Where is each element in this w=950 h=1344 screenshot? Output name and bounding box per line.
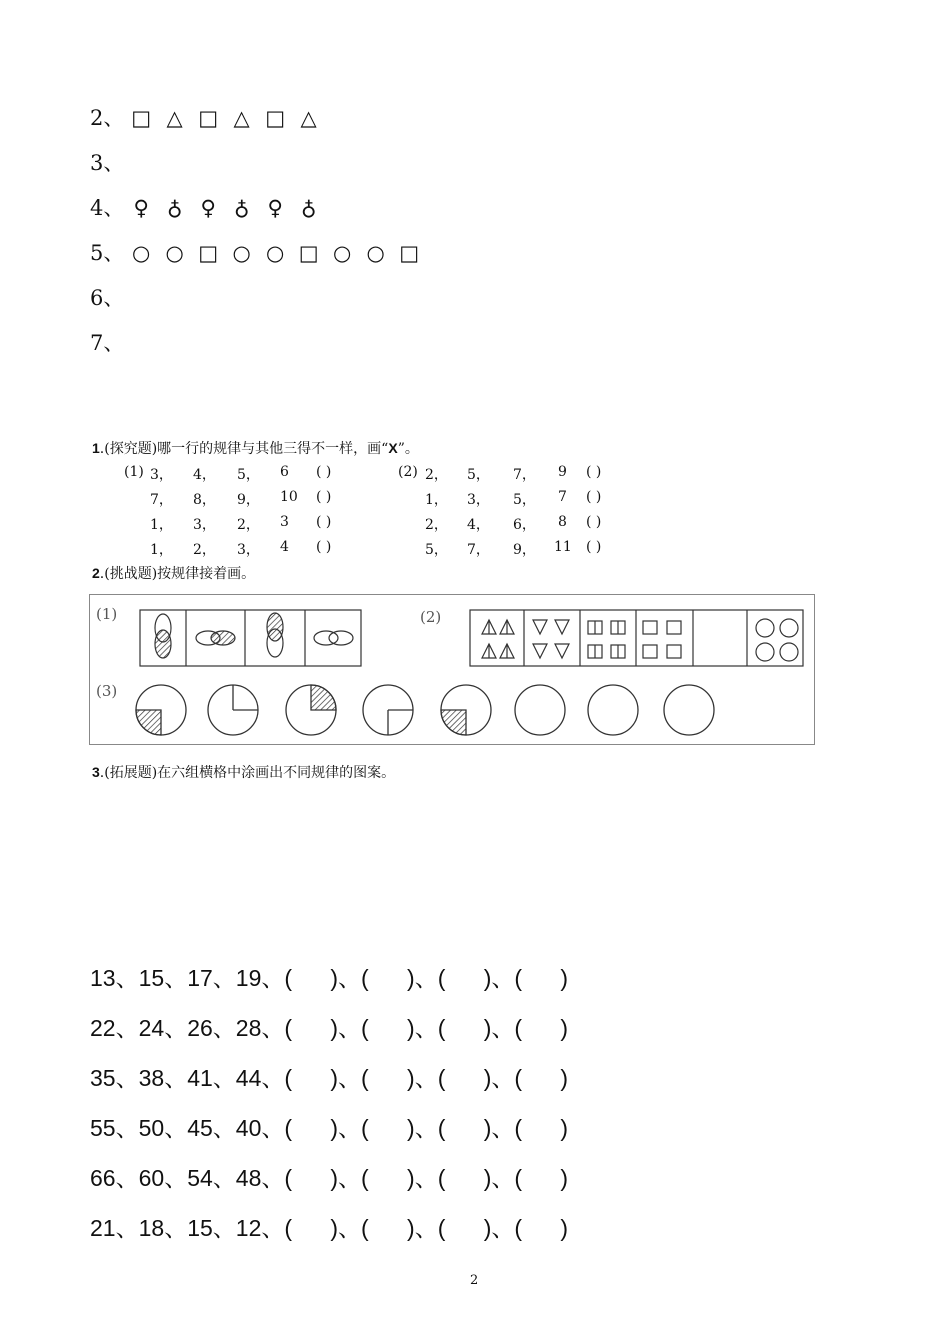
answer-blank[interactable]: ( ) xyxy=(361,1115,415,1141)
question-number: 1 xyxy=(92,440,100,456)
pattern-symbol: ♁ xyxy=(166,196,183,220)
sequence-number: 19 xyxy=(235,965,262,991)
number-sequence-row xyxy=(90,1160,568,1193)
pattern-symbol: △ xyxy=(166,106,183,130)
number-cell: 9， xyxy=(237,492,260,508)
separator: 、 xyxy=(115,1015,139,1041)
answer-blank[interactable]: 、( )、 xyxy=(414,1165,515,1191)
pattern-figure-svg xyxy=(90,595,816,746)
answer-blank[interactable]: ( ) xyxy=(514,1115,569,1141)
number-cell: 4 xyxy=(280,539,289,555)
pattern-symbol: ♀ xyxy=(133,196,149,220)
number-sequence-row xyxy=(90,1110,568,1143)
number-cell: 6 xyxy=(280,464,289,480)
pattern-symbol: ♁ xyxy=(300,196,317,220)
pattern-symbol: ○ xyxy=(232,241,251,265)
sequence-number: 60 xyxy=(138,1165,165,1191)
number-cell: 9， xyxy=(513,542,536,558)
number-cell: 6， xyxy=(513,517,536,533)
sequence-number: 22 xyxy=(90,1015,116,1041)
separator: 、 xyxy=(212,1165,236,1191)
sequence-number: 55 xyxy=(90,1115,116,1141)
sequence-number: 28 xyxy=(235,1015,262,1041)
sequence-number: 26 xyxy=(187,1015,213,1041)
number-cell: 2， xyxy=(237,517,260,533)
answer-blank: ( ) xyxy=(316,539,332,555)
separator: 、 xyxy=(115,1065,139,1091)
question-dot: . xyxy=(99,441,105,457)
sequence-number: 21 xyxy=(90,1215,116,1241)
sequence-number: 48 xyxy=(235,1165,262,1191)
question-dot: . xyxy=(99,765,105,781)
question-1-title xyxy=(92,438,419,458)
number-cell: 3， xyxy=(193,517,216,533)
question-number: 2 xyxy=(92,565,100,581)
sequence-number: 54 xyxy=(187,1165,213,1191)
number-cell: 3， xyxy=(467,492,490,508)
answer-blank[interactable]: 、( )、 xyxy=(414,1115,515,1141)
pattern-symbol: □ xyxy=(198,241,219,265)
answer-blank[interactable]: ( ) xyxy=(514,965,569,991)
row-number: 6、 xyxy=(90,286,125,310)
number-cell: 7， xyxy=(150,492,173,508)
separator: 、 xyxy=(212,1115,236,1141)
separator: 、 xyxy=(115,1115,139,1141)
answer-blank[interactable]: 、( )、 xyxy=(414,1215,515,1241)
pattern-symbol: □ xyxy=(198,106,219,130)
page-number: 2 xyxy=(470,1273,479,1288)
answer-blank: ( ) xyxy=(316,464,332,480)
separator: 、 xyxy=(115,1165,139,1191)
answer-blank[interactable]: ( )、 xyxy=(284,965,362,991)
x-mark: X xyxy=(388,440,398,456)
answer-blank[interactable]: ( ) xyxy=(514,1015,569,1041)
sequence-number: 24 xyxy=(138,1015,165,1041)
fig-label-1: (1) xyxy=(96,605,118,623)
pattern-symbol: ○ xyxy=(265,241,285,265)
number-cell: 3 xyxy=(280,514,289,530)
answer-blank: ( ) xyxy=(316,489,332,505)
separator: 、 xyxy=(261,1065,285,1091)
answer-blank[interactable]: ( )、 xyxy=(284,1015,362,1041)
sequence-number: 45 xyxy=(187,1115,213,1141)
pattern-symbol: △ xyxy=(300,106,317,130)
pattern-symbol: ♀ xyxy=(267,196,283,220)
separator: 、 xyxy=(164,965,188,991)
separator: 、 xyxy=(261,1215,285,1241)
number-cell: 3， xyxy=(237,542,260,558)
answer-blank[interactable]: ( ) xyxy=(361,1165,415,1191)
separator: 、 xyxy=(164,1015,188,1041)
separator: 、 xyxy=(164,1215,188,1241)
separator: 、 xyxy=(164,1065,188,1091)
pattern-symbol: ○ xyxy=(332,241,352,265)
row-number: 4、 xyxy=(90,196,125,220)
answer-blank: ( ) xyxy=(586,539,602,555)
pattern-row xyxy=(90,327,124,357)
answer-blank[interactable]: ( ) xyxy=(361,1015,415,1041)
answer-blank[interactable]: ( )、 xyxy=(284,1165,362,1191)
pattern-row xyxy=(90,192,325,222)
answer-blank[interactable]: ( )、 xyxy=(284,1115,362,1141)
separator: 、 xyxy=(261,1115,285,1141)
answer-blank[interactable]: ( )、 xyxy=(284,1065,362,1091)
answer-blank: ( ) xyxy=(586,464,602,480)
question-text: (探究题)哪一行的规律与其他三得不一样，画“ xyxy=(104,441,389,457)
pattern-symbol: □ xyxy=(298,241,319,265)
pattern-symbol: ○ xyxy=(366,241,385,265)
pattern-row xyxy=(90,282,124,312)
separator: 、 xyxy=(261,1015,285,1041)
separator: 、 xyxy=(261,965,285,991)
answer-blank[interactable]: ( ) xyxy=(514,1165,569,1191)
pattern-symbol: △ xyxy=(233,106,250,130)
sequence-number: 15 xyxy=(187,1215,213,1241)
number-cell: 5， xyxy=(237,467,260,483)
symbol-sequence xyxy=(124,106,325,130)
sequence-number: 50 xyxy=(138,1115,165,1141)
separator: 、 xyxy=(212,1215,236,1241)
question-2-title xyxy=(92,563,255,583)
number-cell: 9 xyxy=(558,464,567,480)
number-sequence-row xyxy=(90,1060,568,1093)
answer-blank[interactable]: ( ) xyxy=(514,1065,569,1091)
separator: 、 xyxy=(261,1165,285,1191)
sequence-number: 44 xyxy=(235,1065,262,1091)
number-cell: 7 xyxy=(558,489,567,505)
number-cell: 5， xyxy=(467,467,490,483)
number-cell: 4， xyxy=(467,517,490,533)
number-cell: 4， xyxy=(193,467,216,483)
number-sequence-row xyxy=(90,960,568,993)
number-cell: 1， xyxy=(425,492,448,508)
number-sequence-row xyxy=(90,1210,568,1243)
number-cell: 2， xyxy=(193,542,216,558)
sequence-number: 12 xyxy=(235,1215,262,1241)
number-cell: 2， xyxy=(425,467,448,483)
question-3-title xyxy=(92,762,395,782)
pattern-row xyxy=(90,237,426,267)
separator: 、 xyxy=(212,1015,236,1041)
question-dot: . xyxy=(99,566,105,582)
pattern-figure xyxy=(89,594,815,745)
answer-blank[interactable]: ( ) xyxy=(361,965,415,991)
pattern-symbol: ♁ xyxy=(233,196,250,220)
pattern-row xyxy=(90,147,124,177)
answer-blank[interactable]: ( ) xyxy=(361,1215,415,1241)
number-cell: 1， xyxy=(150,542,173,558)
sequence-number: 17 xyxy=(187,965,213,991)
separator: 、 xyxy=(212,965,236,991)
symbol-sequence xyxy=(124,241,426,265)
pattern-symbol: □ xyxy=(399,241,420,265)
sequence-number: 38 xyxy=(138,1065,165,1091)
answer-blank: ( ) xyxy=(586,514,602,530)
row-number: 5、 xyxy=(90,241,125,265)
number-cell: 5， xyxy=(513,492,536,508)
number-sequence-row xyxy=(90,1010,568,1043)
number-cell: 1， xyxy=(150,517,173,533)
row-number: 7、 xyxy=(90,331,125,355)
number-cell: 8 xyxy=(558,514,567,530)
row-number: 2、 xyxy=(90,106,125,130)
fig-label-2: (2) xyxy=(420,608,442,626)
sequence-2-boxes xyxy=(470,610,803,666)
question-text: (拓展题)在六组横格中涂画出不同规律的图案。 xyxy=(104,765,396,781)
separator: 、 xyxy=(115,965,139,991)
group-label-1: (1) xyxy=(124,464,144,480)
sequence-1-boxes xyxy=(140,610,361,666)
sequence-number: 13 xyxy=(90,965,116,991)
number-cell: 2， xyxy=(425,517,448,533)
answer-blank[interactable]: 、( )、 xyxy=(414,1065,515,1091)
number-cell: 7， xyxy=(513,467,536,483)
number-cell: 11 xyxy=(554,539,572,555)
pattern-symbol: ○ xyxy=(131,241,151,265)
symbol-sequence xyxy=(124,196,325,220)
separator: 、 xyxy=(164,1115,188,1141)
number-cell: 5， xyxy=(425,542,448,558)
answer-blank[interactable]: 、( )、 xyxy=(414,1015,515,1041)
sequence-number: 18 xyxy=(138,1215,165,1241)
number-cell: 8， xyxy=(193,492,216,508)
question-number: 3 xyxy=(92,764,100,780)
sequence-3-circles xyxy=(136,685,714,735)
question-text-end: ”。 xyxy=(397,441,419,457)
group-label-2: (2) xyxy=(398,464,418,480)
pattern-symbol: □ xyxy=(265,106,286,130)
answer-blank[interactable]: ( )、 xyxy=(284,1215,362,1241)
pattern-symbol: ○ xyxy=(165,241,184,265)
sequence-number: 15 xyxy=(138,965,165,991)
fig-label-3: (3) xyxy=(96,682,118,700)
answer-blank[interactable]: ( ) xyxy=(514,1215,569,1241)
number-cell: 7， xyxy=(467,542,490,558)
pattern-row xyxy=(90,102,325,132)
row-number: 3、 xyxy=(90,151,125,175)
answer-blank[interactable]: 、( )、 xyxy=(414,965,515,991)
answer-blank: ( ) xyxy=(316,514,332,530)
answer-blank[interactable]: ( ) xyxy=(361,1065,415,1091)
pattern-symbol: □ xyxy=(131,106,152,130)
separator: 、 xyxy=(115,1215,139,1241)
separator: 、 xyxy=(164,1165,188,1191)
sequence-number: 35 xyxy=(90,1065,116,1091)
answer-blank: ( ) xyxy=(586,489,602,505)
sequence-number: 40 xyxy=(235,1115,262,1141)
sequence-number: 66 xyxy=(90,1165,116,1191)
separator: 、 xyxy=(212,1065,236,1091)
pattern-symbol: ♀ xyxy=(200,196,216,220)
number-cell: 3， xyxy=(150,467,173,483)
question-text: (挑战题)按规律接着画。 xyxy=(104,566,256,582)
number-cell: 10 xyxy=(280,489,298,505)
sequence-number: 41 xyxy=(187,1065,213,1091)
